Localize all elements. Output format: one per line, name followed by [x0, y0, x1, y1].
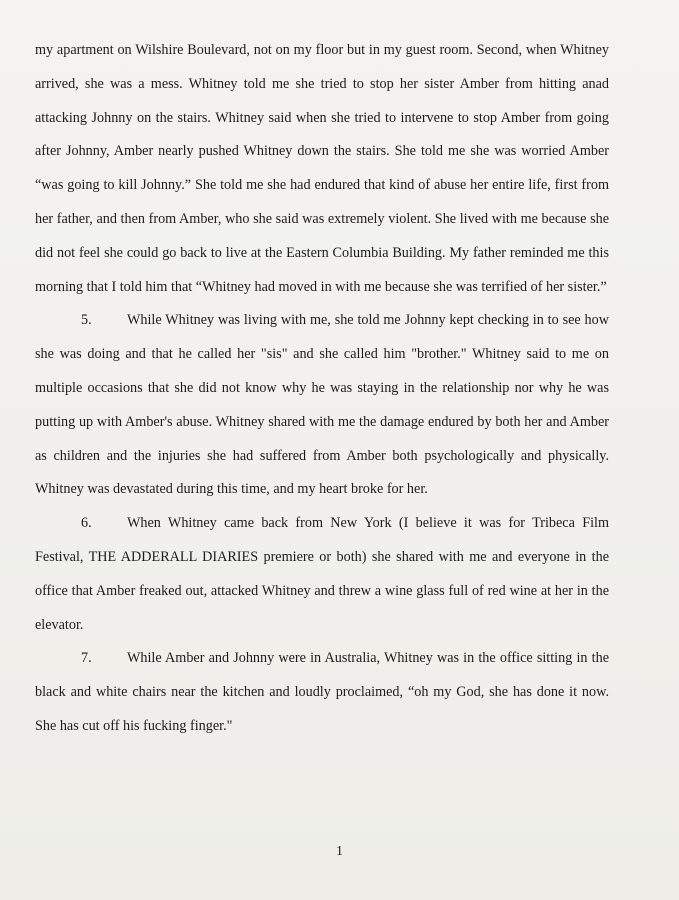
paragraph-number: 7. — [81, 650, 92, 667]
document-body — [35, 34, 609, 744]
page-number: 1 — [336, 844, 343, 859]
paragraph-7 — [35, 642, 609, 743]
paragraph-6 — [35, 507, 609, 642]
paragraph-number: 5. — [81, 312, 92, 329]
paragraph-number: 6. — [81, 515, 92, 532]
paragraph-5 — [35, 304, 609, 507]
paragraph-text: While Whitney was living with me, she told me Johnny kept checking in to see how she was doing and that he called her "sis" and she called him "brother." Whitney said to me on multiple occasions that she did not know why he was staying in the relationship nor why he was putting up with Amber's abuse. Whitney shared with me the damage endured by both her and Amber as children and the injuries she had suffered from Amber both psychologically and physically. Whitney was devastated during this time, and my heart broke for her. — [35, 312, 609, 498]
paragraph-continuation — [35, 34, 609, 304]
paragraph-text: my apartment on Wilshire Boulevard, not on my floor but in my guest room. Second, when Whitney arrived, she was a mess. Whitney told me she tried to stop her sister Amber from hitting anad attacking Johnny on the stairs. Whitney said when she tried to intervene to stop Amber from going after Johnny, Amber nearly pushed Whitney down the stairs. She told me she was worried Amber “was going to kill Johnny.” She told me she had endured that kind of abuse her entire life, first from her father, and then from Amber, who she said was extremely violent. She lived with me because she did not feel she could go back to live at the Eastern Columbia Building. My father reminded me this morning that I told him that “Whitney had moved in with me because she was terrified of her sister.” — [35, 42, 609, 295]
paragraph-text: While Amber and Johnny were in Australia, Whitney was in the office sitting in the black and white chairs near the kitchen and loudly proclaimed, “oh my God, she has done it now. She has cut off his fucking finger." — [35, 650, 609, 734]
paragraph-text: When Whitney came back from New York (I believe it was for Tribeca Film Festival, THE ADDERALL DIARIES premiere or both) she shared with me and everyone in the office that Amber freaked out, attacked Whitney and threw a wine glass full of red wine at her in the elevator. — [35, 515, 609, 633]
